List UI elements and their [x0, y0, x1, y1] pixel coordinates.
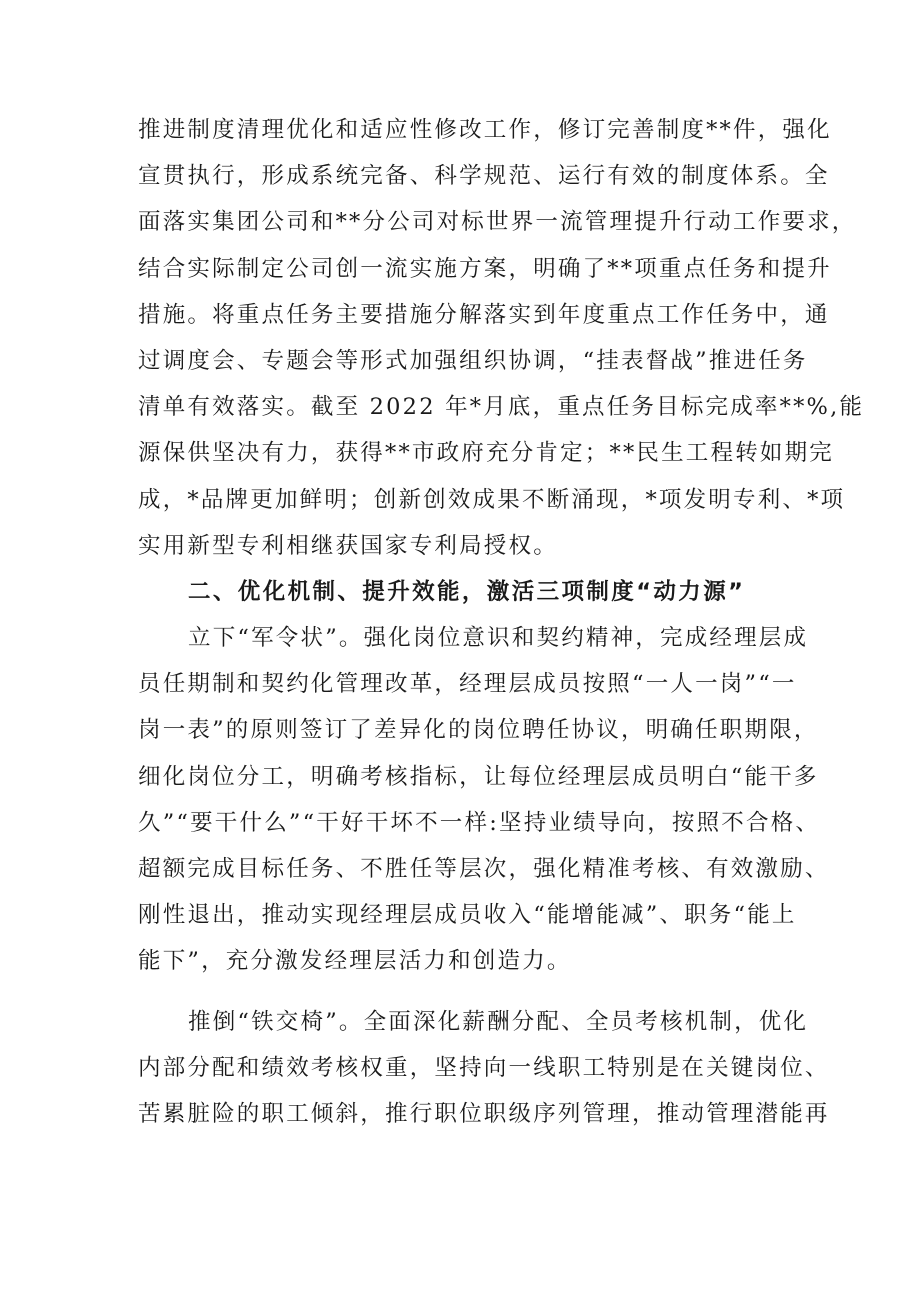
paragraph-2	[138, 615, 830, 985]
text-line: 源保供坚决有力，获得**市政府充分肯定；**民生工程转如期完	[138, 440, 835, 467]
text-line: 员任期制和契约化管理改革，经理层成员按照“一人一岗”“一	[138, 671, 797, 698]
text-line: 苦累脏险的职工倾斜，推行职位职级序列管理，推动管理潜能再	[138, 1100, 830, 1127]
text-line: 措施。将重点任务主要措施分解落实到年度重点工作任务中，通	[138, 301, 830, 328]
text-line: 久”“要干什么”“干好干坏不一样:坚持业绩导向，按照不合格、	[138, 809, 821, 836]
text-line: 内部分配和绩效考核权重，坚持向一线职工特别是在关键岗位、	[138, 1054, 830, 1081]
text-line: 推倒“铁交椅”。全面深化薪酬分配、全员考核机制，优化	[188, 1008, 809, 1035]
text-line: 面落实集团公司和**分公司对标世界一流管理提升行动工作要求，	[138, 209, 857, 236]
paragraph-3	[138, 999, 830, 1138]
document-body	[138, 107, 865, 1137]
text-line: 推进制度清理优化和适应性修改工作，修订完善制度**件，强化	[138, 117, 832, 143]
text-line: 宣贯执行，形成系统完备、科学规范、运行有效的制度体系。全	[138, 163, 830, 190]
text-line: 清单有效落实。截至 2022 年*月底，重点任务目标完成率**%,能	[138, 394, 865, 421]
text-line: 刚性退出，推动实现经理层成员收入“能增能减”、职务“能上	[138, 902, 797, 929]
text-line: 岗一表”的原则签订了差异化的岗位聘任协议，明确任职期限，	[138, 717, 819, 744]
text-line: 能下”，充分激发经理层活力和创造力。	[138, 948, 572, 975]
text-line: 实用新型专利相继获国家专利局授权。	[138, 532, 558, 559]
paragraph-1	[138, 107, 865, 569]
text-line: 成，*品牌更加鲜明；创新创效成果不断涌现，*项发明专利、*项	[138, 486, 846, 513]
section-heading: 二、优化机制、提升效能，激活三项制度“动力源”	[188, 578, 746, 605]
text-line: 结合实际制定公司创一流实施方案，明确了**项重点任务和提升	[138, 255, 832, 282]
text-line: 超额完成目标任务、不胜任等层次，强化精准考核、有效激励、	[138, 856, 830, 882]
text-line: 细化岗位分工，明确考核指标，让每位经理层成员明白“能干多	[138, 763, 819, 790]
paragraph-spacer	[138, 985, 792, 999]
text-line: 立下“军令状”。强化岗位意识和契约精神，完成经理层成	[188, 625, 809, 652]
text-line: 过调度会、专题会等形式加强组织协调，“挂表督战”推进任务	[138, 347, 808, 374]
